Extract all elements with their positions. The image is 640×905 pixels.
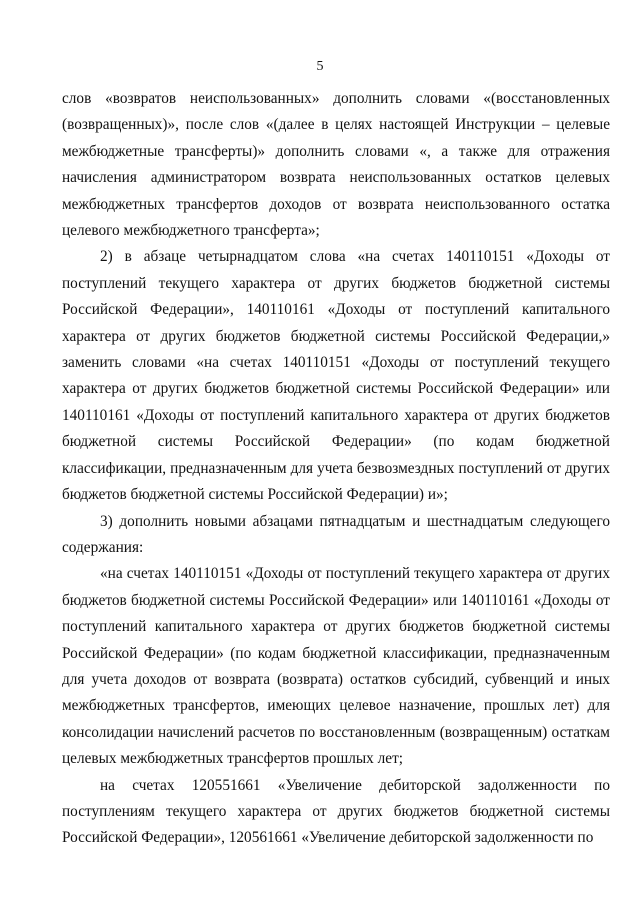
paragraph-continuation: слов «возвратов неиспользованных» дополнить словами «(восстановленных (возвращенных)», после слов «(далее в целях настоящей Инструкции – целевые межбюджетные трансферты)» дополнить словами «, а также для отражения начисления администратором возврата неиспользованных остатков целевых межбюджетных трансфертов доходов от возврата неиспользованного остатка целевого межбюджетного трансферта»; [62,90,610,240]
paragraph-quote-sixteenth: на счетах 120551661 «Увеличение дебиторской задолженности по поступлениям текущего характера от других бюджетов бюджетной системы Российской Федерации», 120561661 «Увеличение дебиторской задолженности по [62,776,610,847]
paragraph-item-3: 3) дополнить новыми абзацами пятнадцатым и шестнадцатым следующего содержания: [62,512,610,556]
paragraph-quote-fifteenth: «на счетах 140110151 «Доходы от поступлений текущего характера от других бюджетов бюджетной системы Российской Федерации» или 140110161 «Доходы от поступлений капитального характера от других бюджетов бюджетной системы Российской Федерации» (по кодам бюджетной классификации, предназначенным для учета доходов от возврата (возврата) остатков субсидий, субвенций и иных межбюджетных трансфертов, имеющих целевое назначение, прошлых лет) для консолидации начислений расчетов по восстановленным (возвращенным) остаткам целевых межбюджетных трансфертов прошлых лет; [62,565,610,768]
page-number: 5 [316,59,324,74]
document-body [62,86,610,852]
paragraph-item-2: 2) в абзаце четырнадцатом слова «на счетах 140110151 «Доходы от поступлений текущего характера от других бюджетов бюджетной системы Российской Федерации», 140110161 «Доходы от поступлений капитального характера от других бюджетов бюджетной системы Российской Федерации,» заменить словами «на счетах 140110151 «Доходы от поступлений текущего характера от других бюджетов бюджетной системы Российской Федерации» или 140110161 «Доходы от поступлений капитального характера от других бюджетов бюджетной системы Российской Федерации» (по кодам бюджетной классификации, предназначенным для учета безвозмездных поступлений от других бюджетов бюджетной системы Российской Федерации) и»; [62,248,610,504]
